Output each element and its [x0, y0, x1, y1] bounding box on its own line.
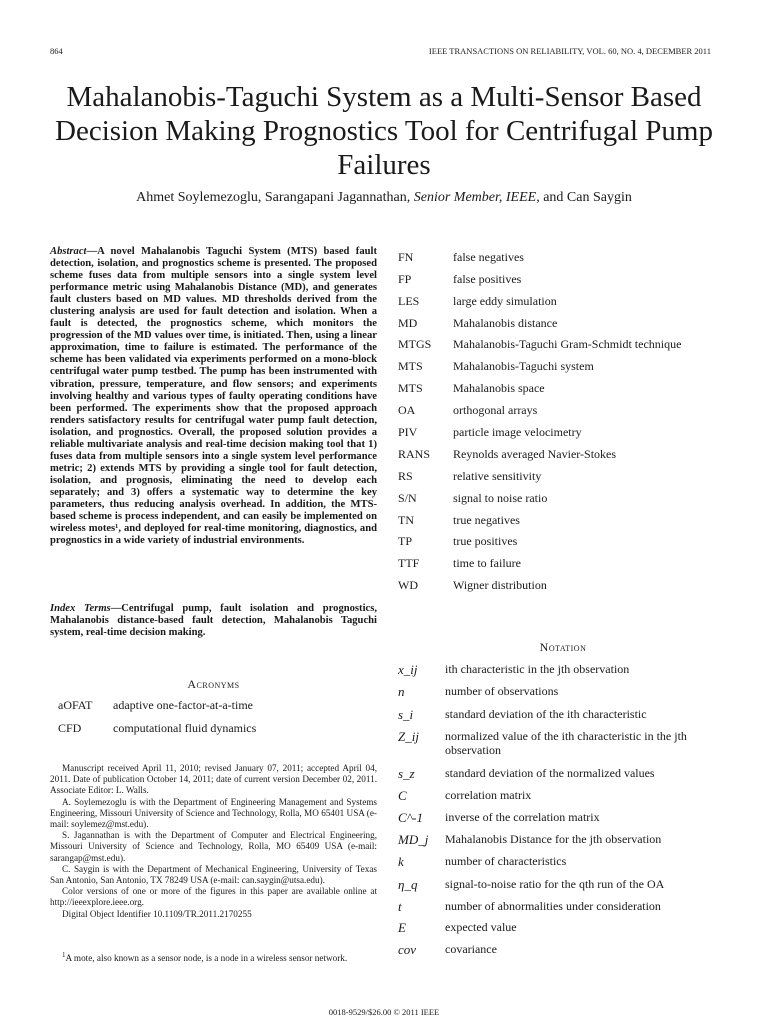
- acronym-definition: false positives: [453, 272, 522, 286]
- acronym-definition: true positives: [453, 534, 518, 548]
- notation-symbol: cov: [398, 942, 417, 957]
- footnote-author-1: A. Soylemezoglu is with the Department of Engineering Management and Systems Engineering, Missouri University of Science and Technology, Rolla, MO 65401 USA (e-mail: soylemez@mst.edu).: [50, 796, 377, 830]
- notation-definition: signal-to-noise ratio for the qth run of the OA: [445, 877, 665, 891]
- copyright: 0018-9529/$26.00 © 2011 IEEE: [328, 1007, 440, 1017]
- acronym-definition: adaptive one-factor-at-a-time: [113, 698, 254, 712]
- acronym-definition: Mahalanobis space: [453, 381, 545, 395]
- footnote-manuscript: Manuscript received April 11, 2010; revised January 07, 2011; accepted April 04, 2011. Date of publication October 14, 2011; date of current version December 02, 2011. Associate Editor: L. Walls.: [50, 763, 377, 796]
- notation-definition: normalized value of the ith characteristic in the jth observation: [445, 729, 687, 757]
- notation-definition: expected value: [445, 920, 517, 934]
- acronym-definition: time to failure: [453, 556, 521, 570]
- acronym-term: TTF: [398, 556, 420, 570]
- acronym-definition: large eddy simulation: [453, 294, 557, 308]
- acronym-term: MTS: [398, 359, 423, 373]
- paper-title: Mahalanobis-Taguchi System as a Multi-Sensor Based Decision Making Prognostics Tool for Centrifugal Pump Failures: [55, 81, 713, 181]
- authors-part-2: , and Can Saygin: [536, 190, 632, 205]
- acronym-term: MTGS: [398, 337, 432, 351]
- notation-symbol: C^-1: [398, 810, 423, 825]
- notation-definition: inverse of the correlation matrix: [445, 810, 600, 824]
- footnote-author-2: S. Jagannathan is with the Department of Computer and Electrical Engineering, Missouri University of Science and Technology, Rolla, MO 65409 USA (e-mail: sarangap@mst.edu).: [50, 830, 377, 863]
- acronym-definition: Mahalanobis distance: [453, 316, 558, 330]
- notation-symbol: E: [398, 920, 406, 935]
- notation-definition: number of observations: [445, 684, 559, 698]
- index-terms-label: Index Terms: [50, 603, 111, 614]
- abstract: [50, 246, 377, 547]
- acronym-term: WD: [398, 578, 418, 592]
- notation-definition: standard deviation of the normalized values: [445, 766, 655, 780]
- notation-definition: number of abnormalities under consideration: [445, 899, 661, 913]
- notation-definition: Mahalanobis Distance for the jth observation: [445, 832, 662, 846]
- acronym-definition: Mahalanobis-Taguchi Gram-Schmidt technique: [453, 337, 682, 351]
- notation-definition: correlation matrix: [445, 788, 532, 802]
- index-terms: [50, 603, 377, 639]
- notation-symbol: C: [398, 788, 407, 803]
- notation-definition: number of characteristics: [445, 854, 567, 868]
- journal-info: IEEE TRANSACTIONS ON RELIABILITY, VOL. 60, NO. 4, DECEMBER 2011: [428, 46, 711, 56]
- author-affiliation: Senior Member, IEEE: [413, 190, 537, 205]
- acronym-term: LES: [398, 294, 420, 308]
- notation-symbol: k: [398, 854, 404, 869]
- footnote-mark: 1: [62, 951, 66, 959]
- acronym-row: [58, 698, 378, 720]
- index-terms-text: —Centrifugal pump, fault isolation and prognostics, Mahalanobis distance-based fault detection, Mahalanobis Taguchi system, real-time decision making.: [50, 603, 377, 639]
- footnote-author-3: C. Saygin is with the Department of Mechanical Engineering, University of Texas San Antonio, San Antonio, TX 78249 USA (e-mail: can.saygin@utsa.edu).: [50, 863, 377, 886]
- notation-symbol: MD_j: [398, 832, 429, 847]
- footnote-doi: Digital Object Identifier 10.1109/TR.2011.2170255: [62, 908, 252, 919]
- authors-part-1: Ahmet Soylemezoglu, Sarangapani Jagannathan,: [136, 190, 414, 205]
- footnote-color: Color versions of one or more of the figures in this paper are available online at http://ieeexplore.ieee.org.: [50, 886, 377, 908]
- abstract-label: Abstract: [50, 246, 87, 257]
- acronym-definition: computational fluid dynamics: [113, 721, 257, 735]
- notation-definition: standard deviation of the ith characteristic: [445, 707, 647, 721]
- acronym-row: [58, 721, 378, 743]
- notation-symbol: η_q: [398, 877, 418, 892]
- acronym-term: CFD: [58, 721, 82, 735]
- footnote-mote-text: A mote, also known as a sensor node, is a node in a wireless sensor network.: [65, 953, 348, 964]
- notation-symbol: Z_ij: [398, 729, 419, 744]
- acronym-definition: true negatives: [453, 513, 520, 527]
- notation-symbol: s_z: [398, 766, 415, 781]
- acronym-term: PIV: [398, 425, 418, 439]
- acronym-term: OA: [398, 403, 416, 417]
- notation-symbol: x_ij: [398, 662, 418, 677]
- abstract-text: —A novel Mahalanobis Taguchi System (MTS) based fault detection, isolation, and prognostics scheme is presented. The proposed scheme fuses data from multiple sensors into a single system level performance metric using Mahalanobis Distance (MD), and generates fault clusters based on MD values. MD thresholds derived from the clustering analysis are used for fault detection and isolation. When a fault is detected, the prognostics scheme, which monitors the progression of the MD values over time, is initiated. Then, using a linear approximation, time to failure is estimated. The performance of the scheme has been validated via experiments performed on a mono-block centrifugal water pump testbed. The pump has been instrumented with vibration, pressure, temperature, and flow sensors; and experiments involving healthy and various types of faulty operating conditions have been performed. The experiments show that the proposed approach renders satisfactory results for centrifugal water pump fault detection, isolation, and prognostics. Overall, the proposed solution provides a reliable multivariate analysis and real-time decision making tool that 1) fuses data from multiple sensors into a single system level performance metric; 2) extends MTS by providing a single tool for fault detection, isolation, and prognosis, eliminating the need to develop each separately; and 3) offers a systematic way to determine the key parameters, thus reducing analysis overhead. In addition, the MTS-based scheme is process independent, and can easily be implemented on wireless motes¹, and deployed for real-time monitoring, diagnostics, and prognostics in a wide variety of industrial environments.: [50, 246, 377, 547]
- acronym-term: RS: [398, 469, 413, 483]
- acronym-definition: particle image velocimetry: [453, 425, 582, 439]
- notation-symbol: n: [398, 684, 405, 699]
- acronyms-heading: Acronyms: [187, 677, 240, 691]
- acronym-definition: Wigner distribution: [453, 578, 547, 592]
- acronym-term: FP: [398, 272, 412, 286]
- acronym-term: FN: [398, 250, 414, 264]
- acronym-term: TP: [398, 534, 413, 548]
- acronym-definition: Reynolds averaged Navier-Stokes: [453, 447, 617, 461]
- acronym-term: MTS: [398, 381, 423, 395]
- acronym-term: aOFAT: [58, 698, 93, 712]
- footnote-mote: [50, 950, 377, 964]
- acronym-term: S/N: [398, 491, 417, 505]
- notation-definition: covariance: [445, 942, 497, 956]
- notation-heading: Notation: [539, 640, 587, 654]
- acronym-term: TN: [398, 513, 414, 527]
- acronym-definition: Mahalanobis-Taguchi system: [453, 359, 594, 373]
- page-number: 864: [50, 46, 63, 56]
- acronym-definition: relative sensitivity: [453, 469, 542, 483]
- acronym-definition: false negatives: [453, 250, 524, 264]
- notation-symbol: s_i: [398, 707, 414, 722]
- notation-definition: ith characteristic in the jth observation: [445, 662, 630, 676]
- acronym-term: MD: [398, 316, 418, 330]
- notation-symbol: t: [398, 899, 402, 914]
- acronym-definition: orthogonal arrays: [453, 403, 538, 417]
- footnotes: [50, 763, 377, 920]
- acronym-term: RANS: [398, 447, 431, 461]
- author-line: [40, 190, 728, 206]
- acronym-definition: signal to noise ratio: [453, 491, 548, 505]
